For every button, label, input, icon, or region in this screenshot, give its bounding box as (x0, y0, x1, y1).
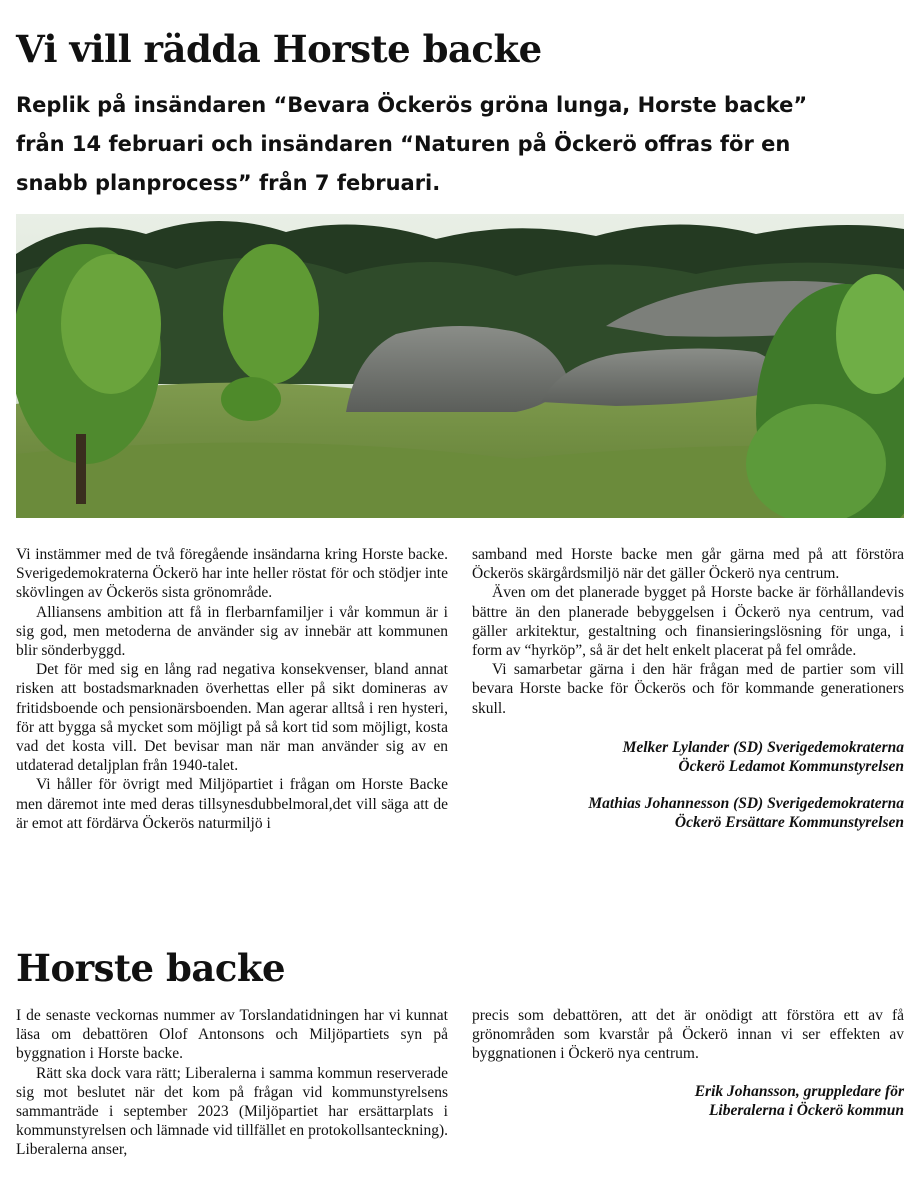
body-paragraph: Vi håller för övrigt med Miljöpartiet i frågan om Horste Backe men däremot inte med deras tillsynesdubbelmoral,det vill säga att de är emot att fördärva Öckerös naturmiljö i (16, 776, 448, 832)
signature-line: Erik Johansson, gruppledare för (694, 1082, 904, 1100)
body-paragraph: Rätt ska dock vara rätt; Liberalerna i samma kommun reserverade sig mot beslutet när det kom på frågan vid kommunstyrelsens sammanträde i september 2023 (Miljöpartiet har ersättarplats i kommunstyrelsen och lämnade vid tillfället en protokollsanteckning). Liberalerna anser, (16, 1064, 448, 1159)
article-subheadline (16, 86, 896, 203)
signature-line: Öckerö Ersättare Kommunstyrelsen (674, 814, 904, 832)
subhead-line: från 14 februari och insändaren “Naturen på Öckerö offras för en (16, 132, 791, 156)
author-signature (472, 738, 904, 776)
author-signature (472, 1082, 904, 1120)
subhead-line: Replik på insändaren “Bevara Öckerös gröna lunga, Horste backe” (16, 93, 808, 117)
second-article-headline: Horste backe (16, 946, 286, 990)
signature-line: Mathias Johannesson (SD) Sverigedemokraterna (588, 795, 904, 813)
article-column-left (16, 545, 448, 833)
subhead-line: snabb planprocess” från 7 februari. (16, 171, 441, 195)
article-column-right (472, 545, 904, 833)
nature-photo (16, 214, 904, 518)
author-signature (472, 794, 904, 832)
second-article-column-right (472, 1006, 904, 1120)
body-paragraph: Även om det planerade bygget på Horste backe är förhållandevis bättre än den planerade bebyggelsen i Öckerö nya centrum, vad gäller arkitektur, gestaltning och finansieringslösning för unga, i form av “hyrköp”, så är det helt enkelt placerat på fel område. (472, 584, 904, 660)
body-paragraph: precis som debattören, att det är onödigt att förstöra ett av få grönområden som kvarstår på Öckerö innan vi ser effekten av byggnationen i Öckerö nya centrum. (472, 1007, 904, 1063)
signature-line: Öckerö Ledamot Kommunstyrelsen (678, 758, 904, 776)
article-headline: Vi vill rädda Horste backe (16, 27, 542, 71)
body-paragraph: Vi samarbetar gärna i den här frågan med de partier som vill bevara Horste backe för Öckerös och för kommande generationers skull. (472, 661, 904, 717)
body-paragraph: samband med Horste backe men går gärna med på att förstöra Öckerös skärgårdsmiljö när det gäller Öckerö nya centrum. (472, 546, 904, 583)
body-paragraph: Det för med sig en lång rad negativa konsekvenser, bland annat risken att bostadsmarknaden överhettas eller på sikt domineras av fritidsboende och pensionärsboenden. Man agerar alltså i ren hysteri, för att bygga så mycket som möjligt på så kort tid som möjligt, kosta vad det kosta vill. Det bevisar man när man använder sig av en utdaterad detaljplan från 1940-talet. (16, 661, 448, 775)
signature-line: Melker Lylander (SD) Sverigedemokraterna (622, 738, 904, 756)
signature-line: Liberalerna i Öckerö kommun (708, 1101, 904, 1119)
body-paragraph: Vi instämmer med de två föregående insändarna kring Horste backe. Sverigedemokraterna Öckerö har inte heller röstat för och stödjer inte skövlingen av Öckerös sista grönområde. (16, 546, 448, 602)
body-paragraph: I de senaste veckornas nummer av Torslandatidningen har vi kunnat läsa om debattören Olof Antonsons och Miljöpartiets syn på byggnation i Horste backe. (16, 1007, 448, 1063)
second-article-column-left (16, 1006, 448, 1160)
body-paragraph: Alliansens ambition att få in flerbarnfamiljer i vår kommun är i sig god, men metoderna de använder sig av innebär att kommunen blir sönderbyggd. (16, 603, 448, 660)
